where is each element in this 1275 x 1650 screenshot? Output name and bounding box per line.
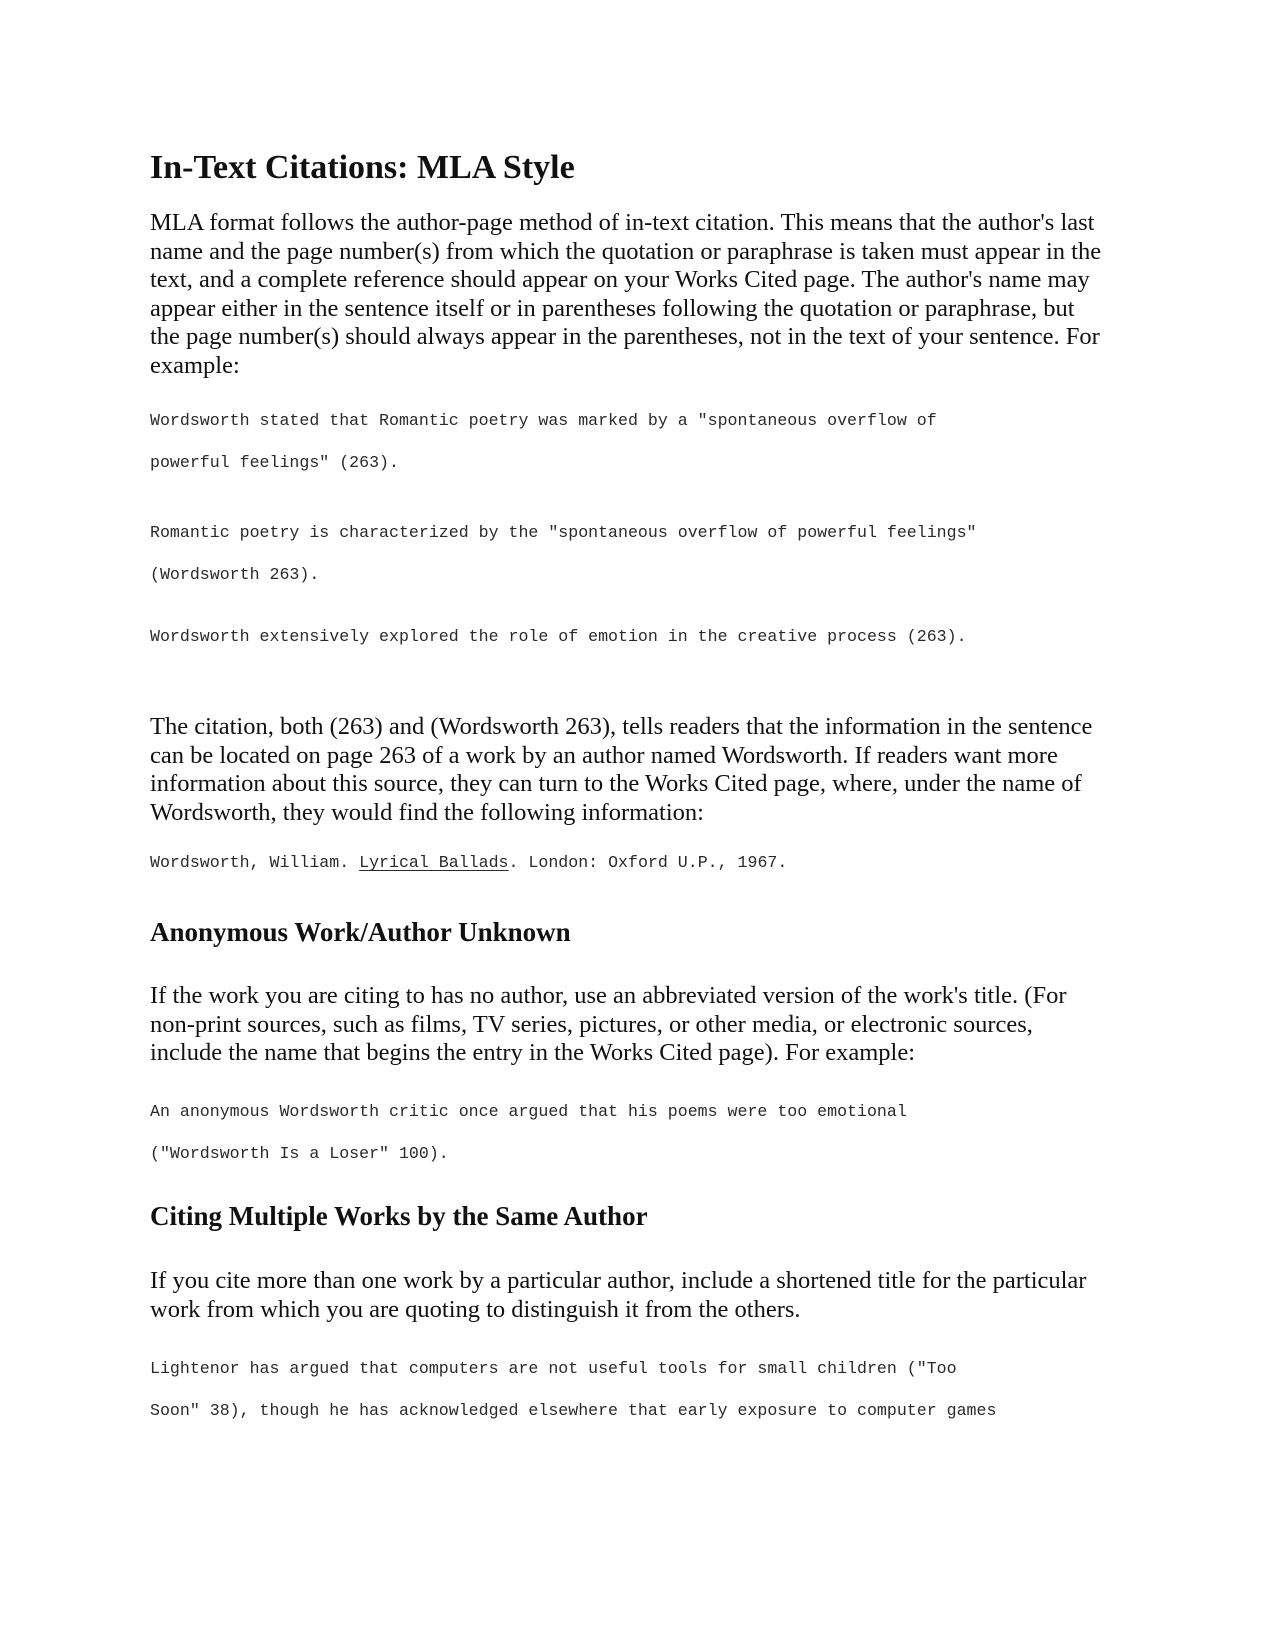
code-line: Soon" 38), though he has acknowledged elsewhere that early exposure to computer games [150,1401,997,1420]
example-citation-multiple [150,1348,996,1432]
text-line: work from which you are quoting to distinguish it from the others. [150,1295,801,1323]
text-line: If the work you are citing to has no author, use an abbreviated version of the work's title. (For [150,982,1067,1009]
entry-publication: . London: Oxford U.P., 1967. [508,853,788,872]
code-line: powerful feelings" (263). [150,453,399,472]
text-line: include the name that begins the entry in the Works Cited page). For example: [150,1039,916,1067]
multiple-paragraph [150,1267,1086,1324]
example-citation-1 [150,400,937,484]
text-line: non-print sources, such as films, TV series, pictures, or other media, or electronic sources, [150,1010,1033,1038]
section-heading-anonymous: Anonymous Work/Author Unknown [150,917,571,947]
code-line [150,852,787,874]
intro-paragraph [150,209,1101,381]
text-line: can be located on page 263 of a work by an author named Wordsworth. If readers want more [150,741,1058,769]
text-line: the page number(s) should always appear in the parentheses, not in the text of your sentence. For [150,323,1100,351]
example-citation-3 [150,626,967,648]
code-line: Romantic poetry is characterized by the "spontaneous overflow of powerful feelings" [150,523,977,542]
section-heading-multiple: Citing Multiple Works by the Same Author [150,1201,648,1231]
explanation-paragraph [150,713,1092,827]
code-line: (Wordsworth 263). [150,565,320,584]
text-line: Wordsworth, they would find the following information: [150,798,704,826]
code-line: Wordsworth extensively explored the role of emotion in the creative process (263). [150,627,967,646]
entry-title: Lyrical Ballads [359,853,509,872]
text-line: example: [150,351,240,379]
text-line: name and the page number(s) from which the quotation or paraphrase is taken must appear in the [150,237,1102,265]
example-citation-anonymous [150,1091,907,1175]
anonymous-paragraph [150,982,1067,1068]
code-line: Wordsworth stated that Romantic poetry was marked by a "spontaneous overflow of [150,411,937,430]
text-line: information about this source, they can turn to the Works Cited page, where, under the name of [150,770,1082,798]
code-line: An anonymous Wordsworth critic once argued that his poems were too emotional [150,1102,907,1121]
text-line: appear either in the sentence itself or in parentheses following the quotation or paraphrase, but [150,294,1075,322]
page-title: In-Text Citations: MLA Style [150,149,575,186]
example-citation-2 [150,512,977,596]
text-line: The citation, both (263) and (Wordsworth 263), tells readers that the information in the sentence [150,713,1093,740]
works-cited-entry [150,852,787,874]
entry-author: Wordsworth, William. [150,853,360,872]
text-line: If you cite more than one work by a particular author, include a shortened title for the particular [150,1267,1087,1294]
text-line: text, and a complete reference should appear on your Works Cited page. The author's name may [150,266,1090,294]
code-line: Lightenor has argued that computers are not useful tools for small children ("Too [150,1359,957,1378]
code-line: ("Wordsworth Is a Loser" 100). [150,1144,449,1163]
text-line: MLA format follows the author-page method of in-text citation. This means that the author's last [150,209,1095,236]
